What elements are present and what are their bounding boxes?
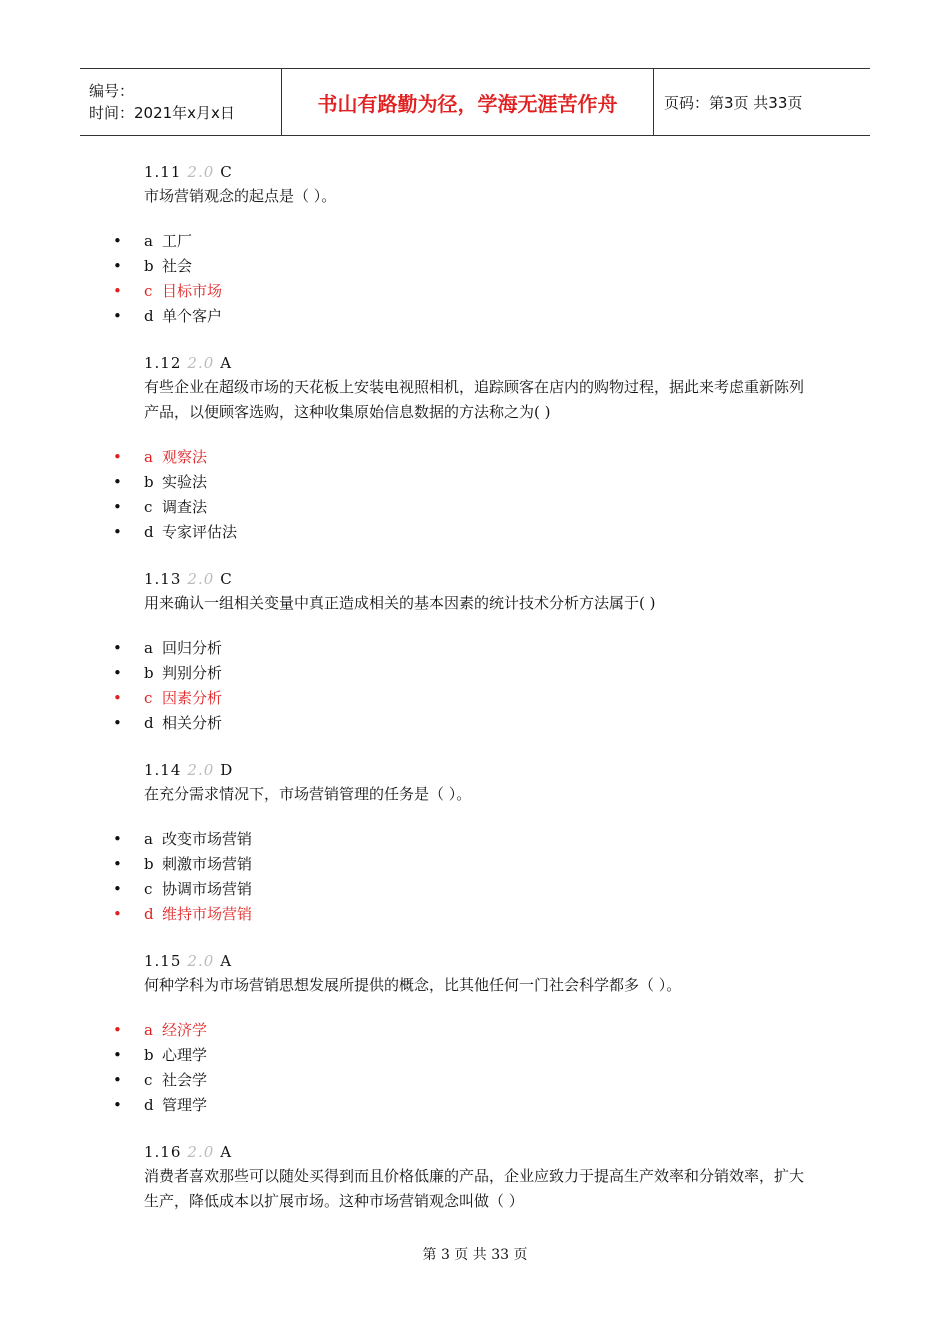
option-letter: a — [144, 448, 153, 466]
option-text: 社会学 — [162, 1071, 208, 1089]
option-text: 社会 — [162, 257, 193, 275]
option-letter: c — [144, 282, 153, 300]
option-item-correct — [110, 279, 810, 304]
question-text: 何种学科为市场营销思想发展所提供的概念，比其他任何一门社会科学都多（ ）。 — [144, 976, 682, 994]
option-letter: b — [144, 257, 154, 275]
option-item — [110, 1093, 810, 1118]
option-letter: d — [144, 905, 154, 923]
question-text: 用来确认一组相关变量中真正造成相关的基本因素的统计技术分析方法属于( ) — [144, 594, 656, 612]
option-item — [110, 877, 810, 902]
option-text: 管理学 — [162, 1096, 208, 1114]
option-letter: b — [144, 473, 154, 491]
option-text: 调查法 — [162, 498, 208, 516]
question-block — [110, 758, 810, 927]
option-letter: d — [144, 307, 154, 325]
question-block — [110, 160, 810, 329]
option-text: 单个客户 — [162, 307, 223, 325]
option-letter: c — [144, 880, 153, 898]
question-text: 消费者喜欢那些可以随处买得到而且价格低廉的产品，企业应致力于提高生产效率和分销效率，扩大生产，降低成本以扩展市场。这种市场营销观念叫做（ ） — [144, 1167, 805, 1210]
question-list — [110, 160, 810, 1236]
question-score: 2.0 — [187, 761, 215, 779]
option-text: 观察法 — [162, 448, 208, 466]
option-text: 协调市场营销 — [162, 880, 253, 898]
question-score: 2.0 — [187, 1143, 215, 1161]
option-list — [110, 1018, 810, 1118]
question-block — [110, 567, 810, 736]
option-item-correct — [110, 686, 810, 711]
option-letter: b — [144, 664, 154, 682]
option-text: 目标市场 — [162, 282, 223, 300]
option-item — [110, 254, 810, 279]
header-time-label: 时间：2021年x月x日 — [89, 104, 235, 122]
option-item — [110, 229, 810, 254]
option-letter: a — [144, 232, 153, 250]
header-motto: 书山有路勤为径，学海无涯苦作舟 — [282, 69, 654, 135]
option-letter: a — [144, 639, 153, 657]
question-answer: C — [220, 570, 233, 588]
option-item-correct — [110, 445, 810, 470]
question-header — [110, 351, 810, 375]
option-letter: b — [144, 1046, 154, 1064]
option-item — [110, 520, 810, 545]
option-letter: a — [144, 830, 153, 848]
question-block — [110, 1140, 810, 1214]
option-text: 专家评估法 — [162, 523, 238, 541]
option-letter: b — [144, 855, 154, 873]
question-number: 1.15 — [144, 952, 182, 970]
header-meta — [80, 69, 282, 135]
option-item — [110, 661, 810, 686]
option-list — [110, 827, 810, 927]
option-item-correct — [110, 1018, 810, 1043]
option-letter: c — [144, 1071, 153, 1089]
option-letter: d — [144, 714, 154, 732]
option-item — [110, 470, 810, 495]
question-answer: C — [220, 163, 233, 181]
page-footer: 第 3 页 共 33 页 — [422, 1247, 528, 1263]
option-letter: d — [144, 1096, 154, 1114]
option-text: 改变市场营销 — [162, 830, 253, 848]
question-number: 1.11 — [144, 163, 182, 181]
option-text: 经济学 — [162, 1021, 208, 1039]
question-text: 在充分需求情况下，市场营销管理的任务是（ ）。 — [144, 785, 472, 803]
question-header — [110, 949, 810, 973]
question-score: 2.0 — [187, 354, 215, 372]
option-letter: d — [144, 523, 154, 541]
question-answer: A — [220, 354, 233, 372]
question-score: 2.0 — [187, 163, 215, 181]
option-text: 刺激市场营销 — [162, 855, 253, 873]
question-number: 1.16 — [144, 1143, 182, 1161]
question-score: 2.0 — [187, 952, 215, 970]
option-item — [110, 1043, 810, 1068]
question-header — [110, 567, 810, 591]
header-page-label: 页码：第3页 共33页 — [664, 93, 803, 112]
option-list — [110, 229, 810, 329]
question-number: 1.14 — [144, 761, 182, 779]
option-item — [110, 495, 810, 520]
question-answer: D — [220, 761, 234, 779]
option-list — [110, 445, 810, 545]
question-number: 1.13 — [144, 570, 182, 588]
option-item — [110, 1068, 810, 1093]
question-header — [110, 758, 810, 782]
option-text: 工厂 — [162, 232, 193, 250]
question-answer: A — [220, 1143, 233, 1161]
option-item — [110, 711, 810, 736]
option-text: 回归分析 — [162, 639, 223, 657]
option-list — [110, 636, 810, 736]
question-score: 2.0 — [187, 570, 215, 588]
question-answer: A — [220, 952, 233, 970]
option-item — [110, 827, 810, 852]
option-item — [110, 852, 810, 877]
option-text: 实验法 — [162, 473, 208, 491]
question-number: 1.12 — [144, 354, 182, 372]
option-text: 相关分析 — [162, 714, 223, 732]
option-letter: c — [144, 498, 153, 516]
question-text: 市场营销观念的起点是（ ）。 — [144, 187, 337, 205]
page-header — [80, 68, 870, 136]
option-item — [110, 304, 810, 329]
option-item — [110, 636, 810, 661]
option-text: 判别分析 — [162, 664, 223, 682]
option-letter: c — [144, 689, 153, 707]
option-text: 维持市场营销 — [162, 905, 253, 923]
header-number-label: 编号： — [89, 82, 135, 100]
question-header — [110, 1140, 810, 1164]
option-text: 心理学 — [162, 1046, 208, 1064]
option-letter: a — [144, 1021, 153, 1039]
question-block — [110, 949, 810, 1118]
option-text: 因素分析 — [162, 689, 223, 707]
option-item-correct — [110, 902, 810, 927]
question-text: 有些企业在超级市场的天花板上安装电视照相机，追踪顾客在店内的购物过程，据此来考虑重新陈列产品，以便顾客选购，这种收集原始信息数据的方法称之为( ) — [144, 378, 805, 421]
question-header — [110, 160, 810, 184]
question-block — [110, 351, 810, 545]
